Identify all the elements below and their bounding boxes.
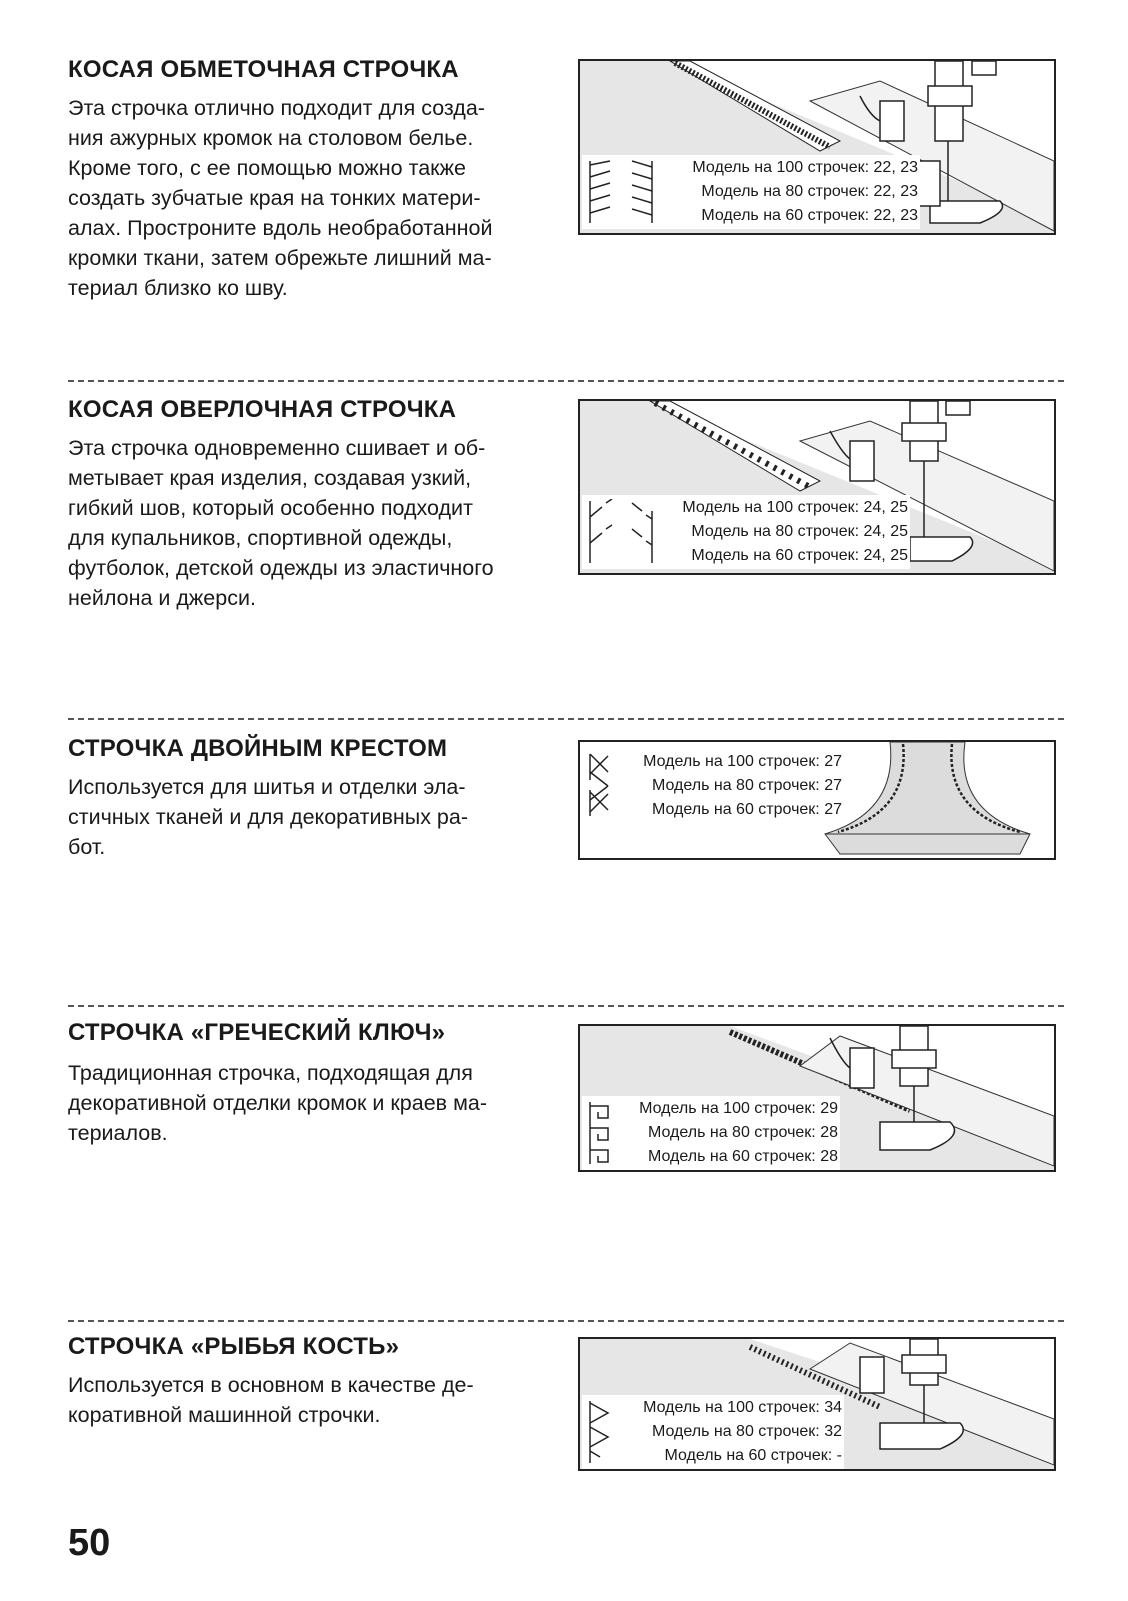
section-title: СТРОЧКА «ГРЕЧЕСКИЙ КЛЮЧ» <box>68 1019 446 1046</box>
section-divider <box>68 380 1064 382</box>
stitch-models-list <box>643 750 842 822</box>
section-title: КОСАЯ ОБМЕТОЧНАЯ СТРОЧКА <box>68 56 459 83</box>
model-100-stitches: Модель на 100 строчек: 29 <box>639 1100 838 1117</box>
model-80-stitches: Модель на 80 строчек: 24, 25 <box>691 523 908 540</box>
stitch-models-list <box>639 1097 838 1169</box>
section-title: СТРОЧКА «РЫБЬЯ КОСТЬ» <box>68 1333 400 1360</box>
section-description: Эта строчка отлично подходит для созда- ния ажурных кромок на столовом белье. Кроме того, с ее помощью можно также создать зубчатые края на тонких матери- алах. Простроните вдоль необработанной кромки ткани, затем обрежьте лишний ма- териал близко ко шву. <box>68 96 493 300</box>
stitch-model-info <box>582 744 844 824</box>
stitch-model-info <box>582 1096 840 1170</box>
slant-overcast-stitch-icon <box>586 159 656 227</box>
stitch-model-info <box>582 1395 844 1469</box>
stitch-models-list <box>682 496 908 568</box>
section-description: Используется для шитья и отделки эла- стичных тканей и для декоративных ра- бот. <box>68 775 468 859</box>
sewing-machine-foot-illustration <box>578 399 1056 575</box>
section-divider <box>68 1320 1064 1322</box>
model-60-stitches: Модель на 60 строчек: - <box>664 1447 842 1464</box>
stitch-models-list <box>692 156 918 228</box>
page-number: 50 <box>68 1522 111 1564</box>
fabric-seam-illustration <box>578 740 1056 860</box>
section-description: Эта строчка одновременно сшивает и об- метывает края изделия, создавая узкий, гибкий шов, который особенно подходит для купальников, спортивной одежды, футболок, детской одежды из эластичного нейлона и джерси. <box>68 436 494 610</box>
model-100-stitches: Модель на 100 строчек: 24, 25 <box>682 499 908 516</box>
model-100-stitches: Модель на 100 строчек: 22, 23 <box>692 159 918 176</box>
double-cross-stitch-icon <box>586 750 616 822</box>
section-title: КОСАЯ ОВЕРЛОЧНАЯ СТРОЧКА <box>68 396 457 423</box>
model-100-stitches: Модель на 100 строчек: 27 <box>643 753 842 770</box>
sewing-machine-foot-illustration <box>578 1024 1056 1172</box>
sewing-machine-foot-illustration <box>578 59 1056 235</box>
greek-key-stitch-icon <box>586 1100 616 1168</box>
model-100-stitches: Модель на 100 строчек: 34 <box>643 1399 842 1416</box>
section-description: Традиционная строчка, подходящая для декоративной отделки кромок и краев ма- териалов. <box>68 1061 487 1145</box>
sewing-machine-foot-illustration <box>578 1337 1056 1471</box>
section-title: СТРОЧКА ДВОЙНЫМ КРЕСТОМ <box>68 735 448 762</box>
slant-overlock-stitch-icon <box>586 499 656 567</box>
stitch-models-list <box>643 1396 842 1468</box>
model-80-stitches: Модель на 80 строчек: 32 <box>652 1423 842 1440</box>
herringbone-stitch-icon <box>586 1399 616 1467</box>
section-description: Используется в основном в качестве де- коративной машинной строчки. <box>68 1373 474 1427</box>
model-80-stitches: Модель на 80 строчек: 27 <box>652 777 842 794</box>
model-80-stitches: Модель на 80 строчек: 28 <box>648 1124 838 1141</box>
stitch-model-info <box>582 495 910 569</box>
model-60-stitches: Модель на 60 строчек: 24, 25 <box>691 547 908 564</box>
section-divider <box>68 1005 1064 1007</box>
section-divider <box>68 718 1064 720</box>
model-60-stitches: Модель на 60 строчек: 22, 23 <box>701 207 918 224</box>
model-80-stitches: Модель на 80 строчек: 22, 23 <box>701 183 918 200</box>
model-60-stitches: Модель на 60 строчек: 27 <box>652 801 842 818</box>
stitch-model-info <box>582 155 920 229</box>
model-60-stitches: Модель на 60 строчек: 28 <box>648 1148 838 1165</box>
